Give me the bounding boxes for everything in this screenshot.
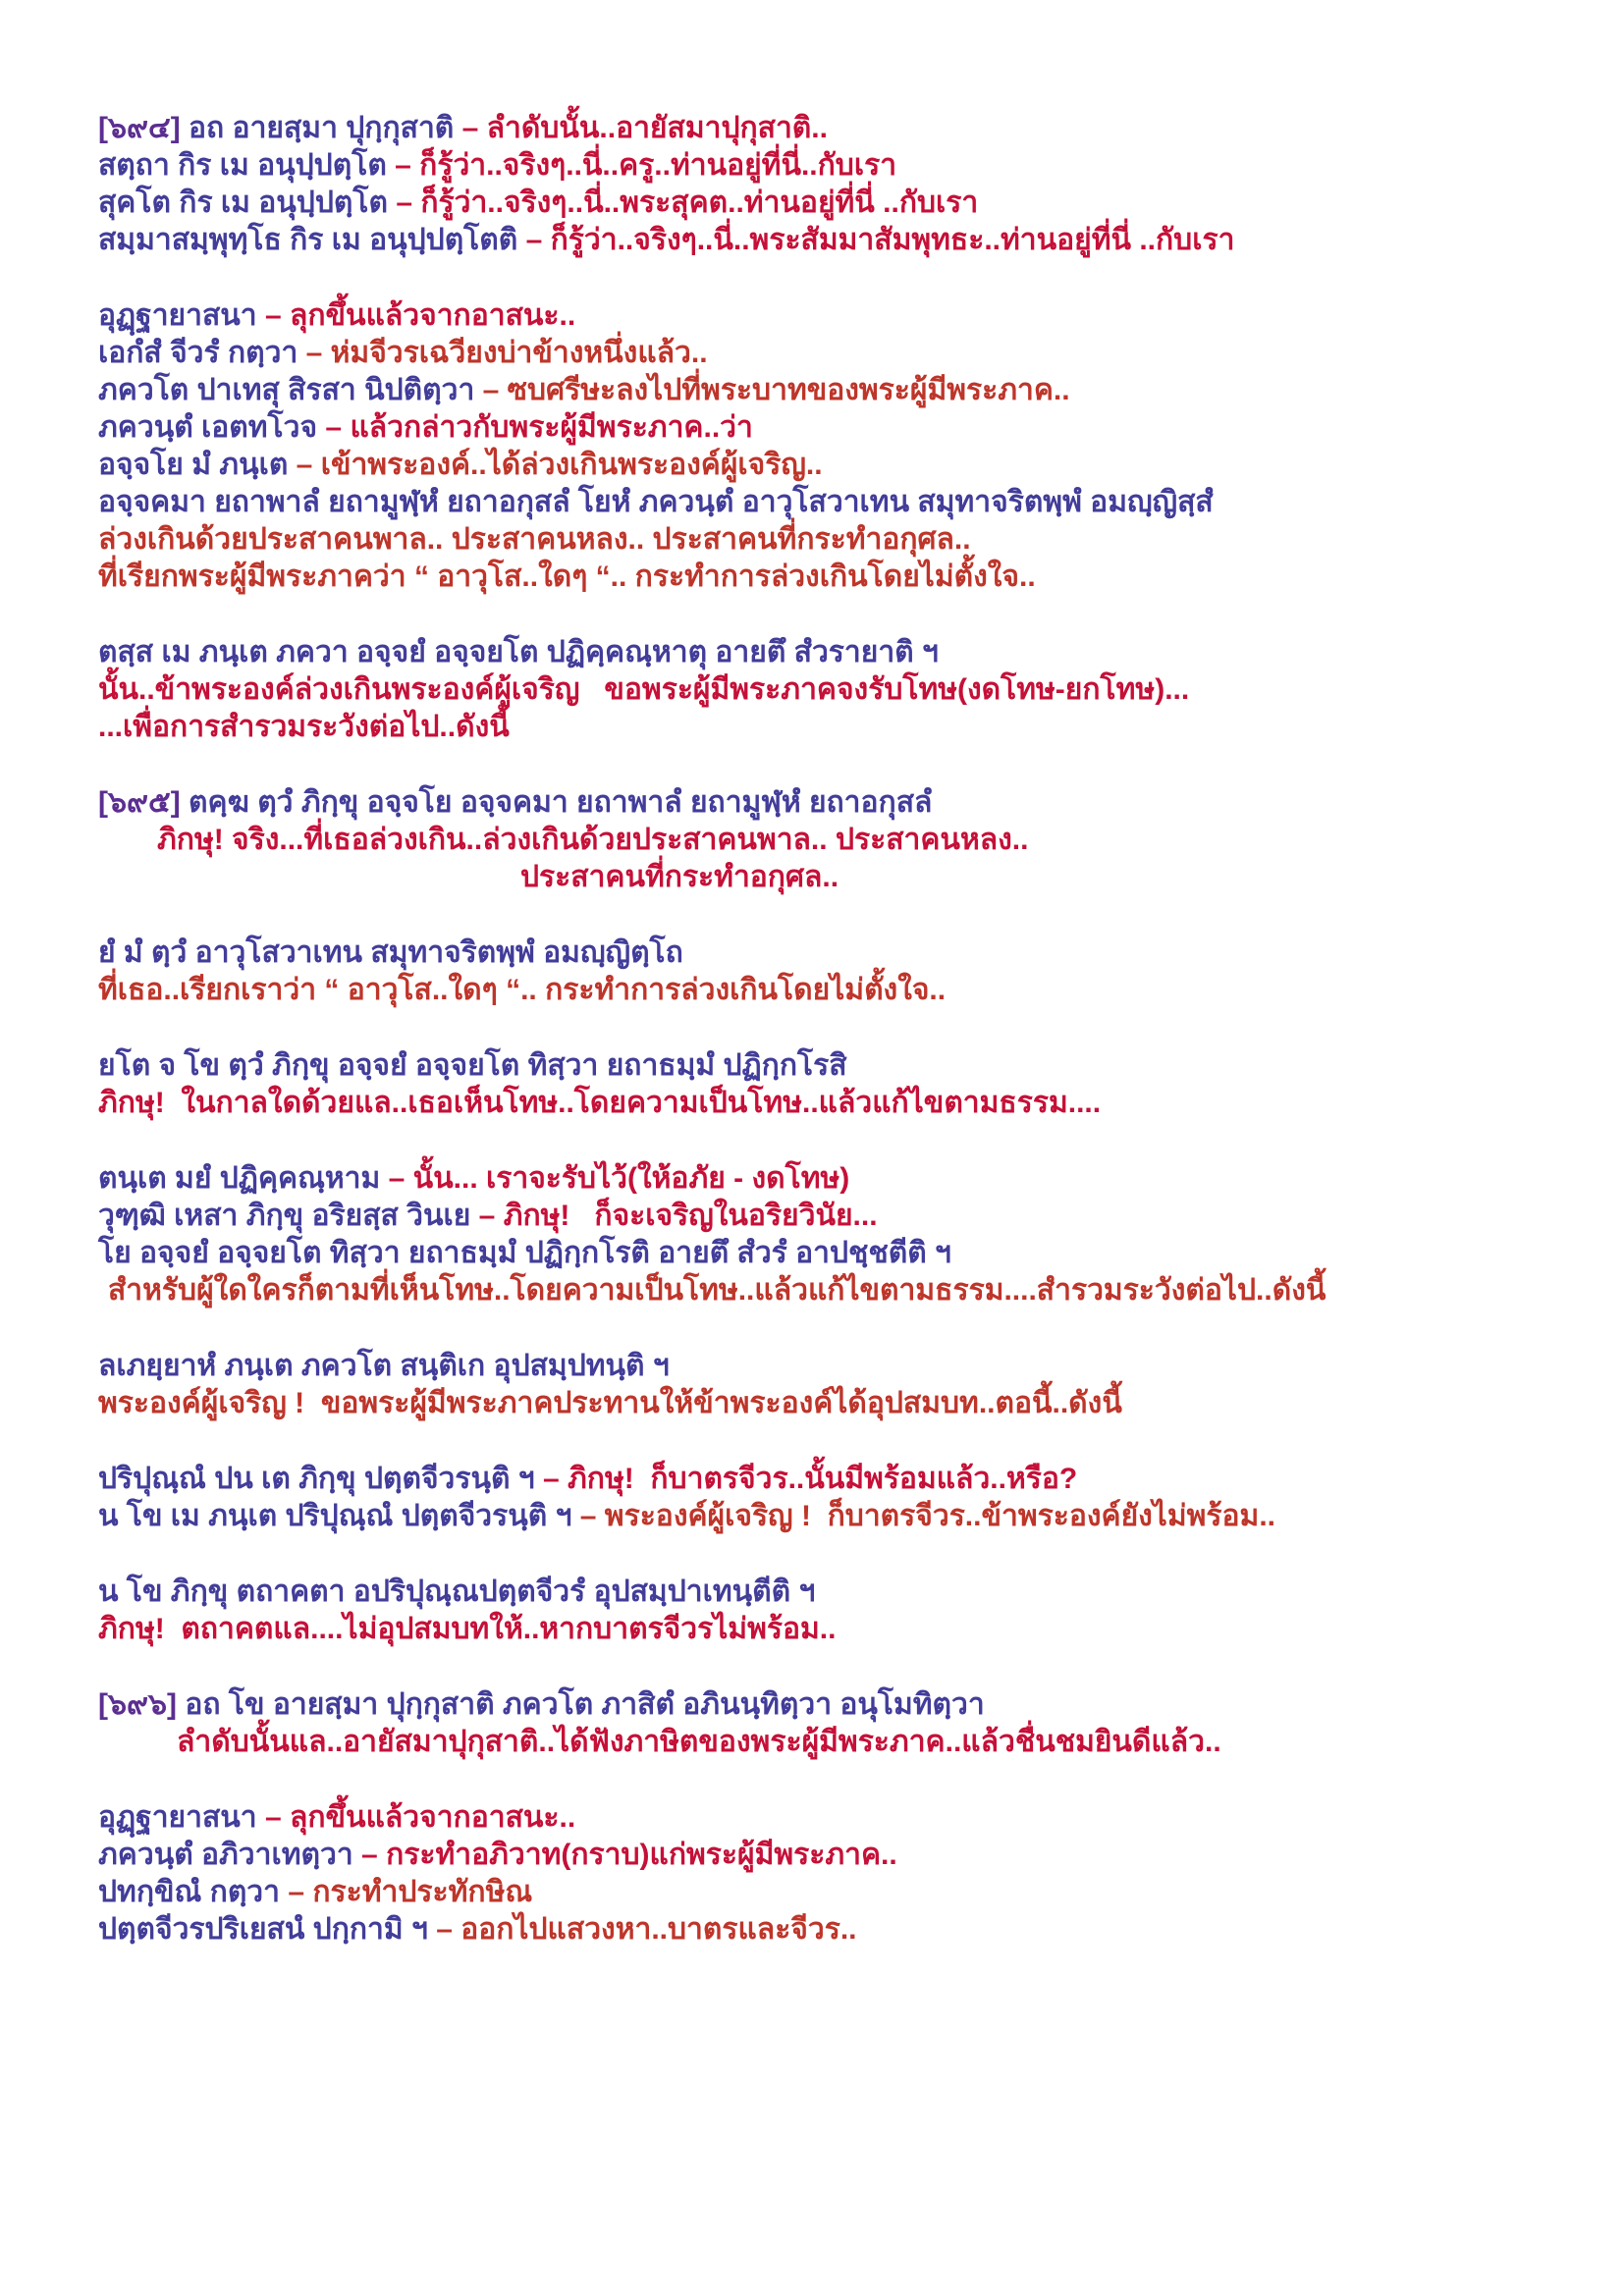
thai-translation: ภิกษุ! ตถาคตแล....ไม่อุปสมบทให้..หากบาตรจีวรไม่พร้อม.. [98, 1613, 837, 1645]
section-number: [๖๙๖] [98, 1688, 178, 1721]
thai-translation: ลำดับนั้นแล..อายัสมาปุกุสาติ..ได้ฟังภาษิตของพระผู้มีพระภาค..แล้วชื่นชมยินดีแล้ว.. [177, 1726, 1221, 1758]
pali-text: อจฺจคมา ยถาพาลํ ยถามูฬฺหํ ยถาอกุสลํ โยหํ ภควนฺตํ อาวุโสวาเทน สมุทาจริตพฺพํ อมญฺญิสฺสํ [98, 486, 1214, 518]
pali-text: อุฏฺฐายาสนา [98, 1801, 265, 1834]
text-line [98, 709, 1604, 746]
thai-translation: ...เพื่อการสำรวมระวังต่อไป..ดังนี้ [98, 711, 510, 743]
thai-translation: – นั้น... เราจะรับไว้(ให้อภัย - งดโทษ) [388, 1162, 850, 1195]
paragraph [98, 1160, 1604, 1309]
thai-translation: – ลุกขึ้นแล้วจากอาสนะ.. [264, 299, 576, 332]
text-line [98, 972, 1604, 1009]
text-line [98, 1461, 1604, 1498]
text-line [98, 1799, 1604, 1837]
text-line [98, 859, 1604, 896]
pali-text: ยํ มํ ตฺวํ อาวุโสวาเทน สมุทาจริตพฺพํ อมญฺญิตฺโถ [98, 936, 683, 969]
thai-translation: – กระทำประทักษิณ [288, 1876, 533, 1908]
paragraph [98, 297, 1604, 596]
paragraph [98, 1799, 1604, 1949]
text-line [98, 559, 1604, 596]
text-line [98, 1911, 1604, 1949]
text-line [98, 1198, 1604, 1235]
pali-text: ลเภยฺยาหํ ภนฺเต ภควโต สนฺติเก อุปสมฺปทนฺติ ฯ [98, 1350, 670, 1382]
pali-text: อุฏฺฐายาสนา [98, 299, 265, 332]
paragraph [98, 1348, 1604, 1422]
text-line [98, 335, 1604, 372]
thai-translation: พระองค์ผู้เจริญ ! ขอพระผู้มีพระภาคประทานให้ข้าพระองค์ได้อุปสมบท..ตอนี้..ดังนี้ [98, 1387, 1122, 1419]
text-line [98, 1160, 1604, 1198]
thai-translation: – ลำดับนั้น..อายัสมาปุกุสาติ.. [461, 112, 828, 144]
pali-text: ปริปุณฺณํ ปน เต ภิกฺขุ ปตฺตจีวรนฺติ ฯ [98, 1463, 543, 1495]
text-line [98, 1498, 1604, 1535]
text-line [98, 484, 1604, 521]
text-line [98, 447, 1604, 484]
thai-translation: ภิกษุ! ในกาลใดด้วยแล..เธอเห็นโทษ..โดยความเป็นโทษ..แล้วแก้ไขตามธรรม.... [98, 1087, 1102, 1119]
paragraph [98, 1686, 1604, 1761]
document-content [98, 110, 1604, 1987]
text-line [98, 1574, 1604, 1611]
text-line [98, 297, 1604, 335]
text-line [98, 1837, 1604, 1874]
paragraph [98, 1461, 1604, 1535]
thai-translation: ประสาคนที่กระทำอกุศล.. [520, 861, 839, 893]
paragraph [98, 934, 1604, 1009]
pali-text: อถ อายสฺมา ปุกฺกุสาติ [180, 112, 462, 144]
text-line [98, 634, 1604, 671]
thai-translation: – ภิกษุ! ก็จะเจริญในอริยวินัย... [478, 1200, 878, 1232]
text-line [98, 521, 1604, 559]
text-line [98, 185, 1604, 222]
text-line [98, 1385, 1604, 1422]
text-line [98, 372, 1604, 409]
text-line [98, 784, 1604, 822]
text-line [98, 222, 1604, 259]
text-line [98, 822, 1604, 859]
text-line [98, 934, 1604, 972]
thai-translation: – ก็รู้ว่า..จริงๆ..นี่..ครู..ท่านอยู่ที่นี่..กับเรา [395, 149, 897, 182]
thai-translation: ที่เธอ..เรียกเราว่า “ อาวุโส..ใดๆ “.. กระทำการล่วงเกินโดยไม่ตั้งใจ.. [98, 974, 947, 1006]
pali-text: เอกํสํ จีวรํ กตฺวา [98, 337, 306, 369]
thai-translation: – ภิกษุ! ก็บาตรจีวร..นั้นมีพร้อมแล้ว..หรือ? [543, 1463, 1078, 1495]
pali-text: ยโต จ โข ตฺวํ ภิกฺขุ อจฺจยํ อจฺจยโต ทิสฺวา ยถาธมฺมํ ปฏิกฺกโรสิ [98, 1049, 847, 1082]
pali-text: โย อจฺจยํ อจฺจยโต ทิสฺวา ยถาธมฺมํ ปฏิกฺกโรติ อายตึ สํวรํ อาปชฺชตีติ ฯ [98, 1237, 951, 1269]
pali-text: สมฺมาสมฺพุทฺโธ กิร เม อนุปฺปตฺโตติ [98, 224, 526, 256]
pali-text: วุฑฺฒิ เหสา ภิกฺขุ อริยสฺส วินเย [98, 1200, 479, 1232]
text-line [98, 1686, 1604, 1724]
thai-translation: ที่เรียกพระผู้มีพระภาคว่า “ อาวุโส..ใดๆ “.. กระทำการล่วงเกินโดยไม่ตั้งใจ.. [98, 561, 1036, 593]
pali-text: ปทกฺขิณํ กตฺวา [98, 1876, 289, 1908]
text-line [98, 1611, 1604, 1648]
pali-text: ตสฺส เม ภนฺเต ภควา อจฺจยํ อจฺจยโต ปฏิคฺคณฺหาตุ อายตึ สํวรายาติ ฯ [98, 636, 939, 668]
paragraph [98, 1574, 1604, 1648]
pali-text: ตนฺเต มยํ ปฏิคฺคณฺหาม [98, 1162, 389, 1195]
text-line [98, 671, 1604, 709]
thai-translation: นั้น..ข้าพระองค์ล่วงเกินพระองค์ผู้เจริญ ขอพระผู้มีพระภาคจงรับโทษ(งดโทษ-ยกโทษ)... [98, 673, 1190, 706]
pali-text: ภควนฺตํ เอตทโวจ [98, 411, 326, 444]
thai-translation: – ออกไปแสวงหา..บาตรและจีวร.. [436, 1913, 857, 1946]
paragraph [98, 784, 1604, 896]
section-number: [๖๙๔] [98, 112, 181, 144]
pali-text: อจฺจโย มํ ภนฺเต [98, 449, 297, 481]
text-line [98, 409, 1604, 447]
thai-translation: – แล้วกล่าวกับพระผู้มีพระภาค..ว่า [325, 411, 753, 444]
thai-translation: สำหรับผู้ใดใครก็ตามที่เห็นโทษ..โดยความเป็นโทษ..แล้วแก้ไขตามธรรม....สำรวมระวังต่อไป..ดังนี้ [108, 1274, 1326, 1307]
thai-translation: – ลุกขึ้นแล้วจากอาสนะ.. [264, 1801, 576, 1834]
paragraph [98, 634, 1604, 746]
pali-text: อถ โข อายสฺมา ปุกฺกุสาติ ภควโต ภาสิตํ อภินนฺทิตฺวา อนุโมทิตฺวา [177, 1688, 985, 1721]
pali-text: ภควโต ปาเทสุ สิรสา นิปติตฺวา [98, 374, 483, 406]
thai-translation: ล่วงเกินด้วยประสาคนพาล.. ประสาคนหลง.. ประสาคนที่กระทำอกุศล.. [98, 523, 971, 556]
thai-translation: ภิกษุ! จริง...ที่เธอล่วงเกิน..ล่วงเกินด้วยประสาคนพาล.. ประสาคนหลง.. [157, 824, 1029, 856]
text-line [98, 1348, 1604, 1385]
text-line [98, 1874, 1604, 1911]
pali-text: ปตฺตจีวรปริเยสนํ ปกฺกามิ ฯ [98, 1913, 437, 1946]
thai-translation: – ห่มจีวรเฉวียงบ่าข้างหนึ่งแล้ว.. [305, 337, 708, 369]
text-line [98, 1724, 1604, 1761]
pali-text: น โข ภิกฺขุ ตถาคตา อปริปุณฺณปตฺตจีวรํ อุปสมฺปาเทนฺตีติ ฯ [98, 1575, 816, 1608]
thai-translation: – ก็รู้ว่า..จริงๆ..นี่..พระสัมมาสัมพุทธะ..ท่านอยู่ที่นี่ ..กับเรา [525, 224, 1235, 256]
text-line [98, 110, 1604, 147]
text-line [98, 1085, 1604, 1122]
text-line [98, 1235, 1604, 1272]
thai-translation: – ซบศรีษะลงไปที่พระบาทของพระผู้มีพระภาค.. [482, 374, 1070, 406]
pali-text: สตฺถา กิร เม อนุปฺปตฺโต [98, 149, 396, 182]
thai-translation: – พระองค์ผู้เจริญ ! ก็บาตรจีวร..ข้าพระองค์ยังไม่พร้อม.. [579, 1500, 1276, 1532]
text-line [98, 1272, 1604, 1309]
section-number: [๖๙๕] [98, 786, 181, 819]
paragraph [98, 1047, 1604, 1122]
text-line [98, 1047, 1604, 1085]
pali-text: ภควนฺตํ อภิวาเทตฺวา [98, 1839, 362, 1871]
pali-text: สุคโต กิร เม อนุปฺปตฺโต [98, 187, 397, 219]
thai-translation: – กระทำอภิวาท(กราบ)แก่พระผู้มีพระภาค.. [361, 1839, 897, 1871]
thai-translation: – เข้าพระองค์..ได้ล่วงเกินพระองค์ผู้เจริญ.. [296, 449, 823, 481]
text-line [98, 147, 1604, 185]
paragraph [98, 110, 1604, 259]
pali-text: ตคฺฆ ตฺวํ ภิกฺขุ อจฺจโย อจฺจคมา ยถาพาลํ ยถามูฬฺหํ ยถาอกุสลํ [180, 786, 933, 819]
thai-translation: – ก็รู้ว่า..จริงๆ..นี่..พระสุคต..ท่านอยู่ที่นี่ ..กับเรา [396, 187, 979, 219]
pali-text: น โข เม ภนฺเต ปริปุณฺณํ ปตฺตจีวรนฺติ ฯ [98, 1500, 580, 1532]
